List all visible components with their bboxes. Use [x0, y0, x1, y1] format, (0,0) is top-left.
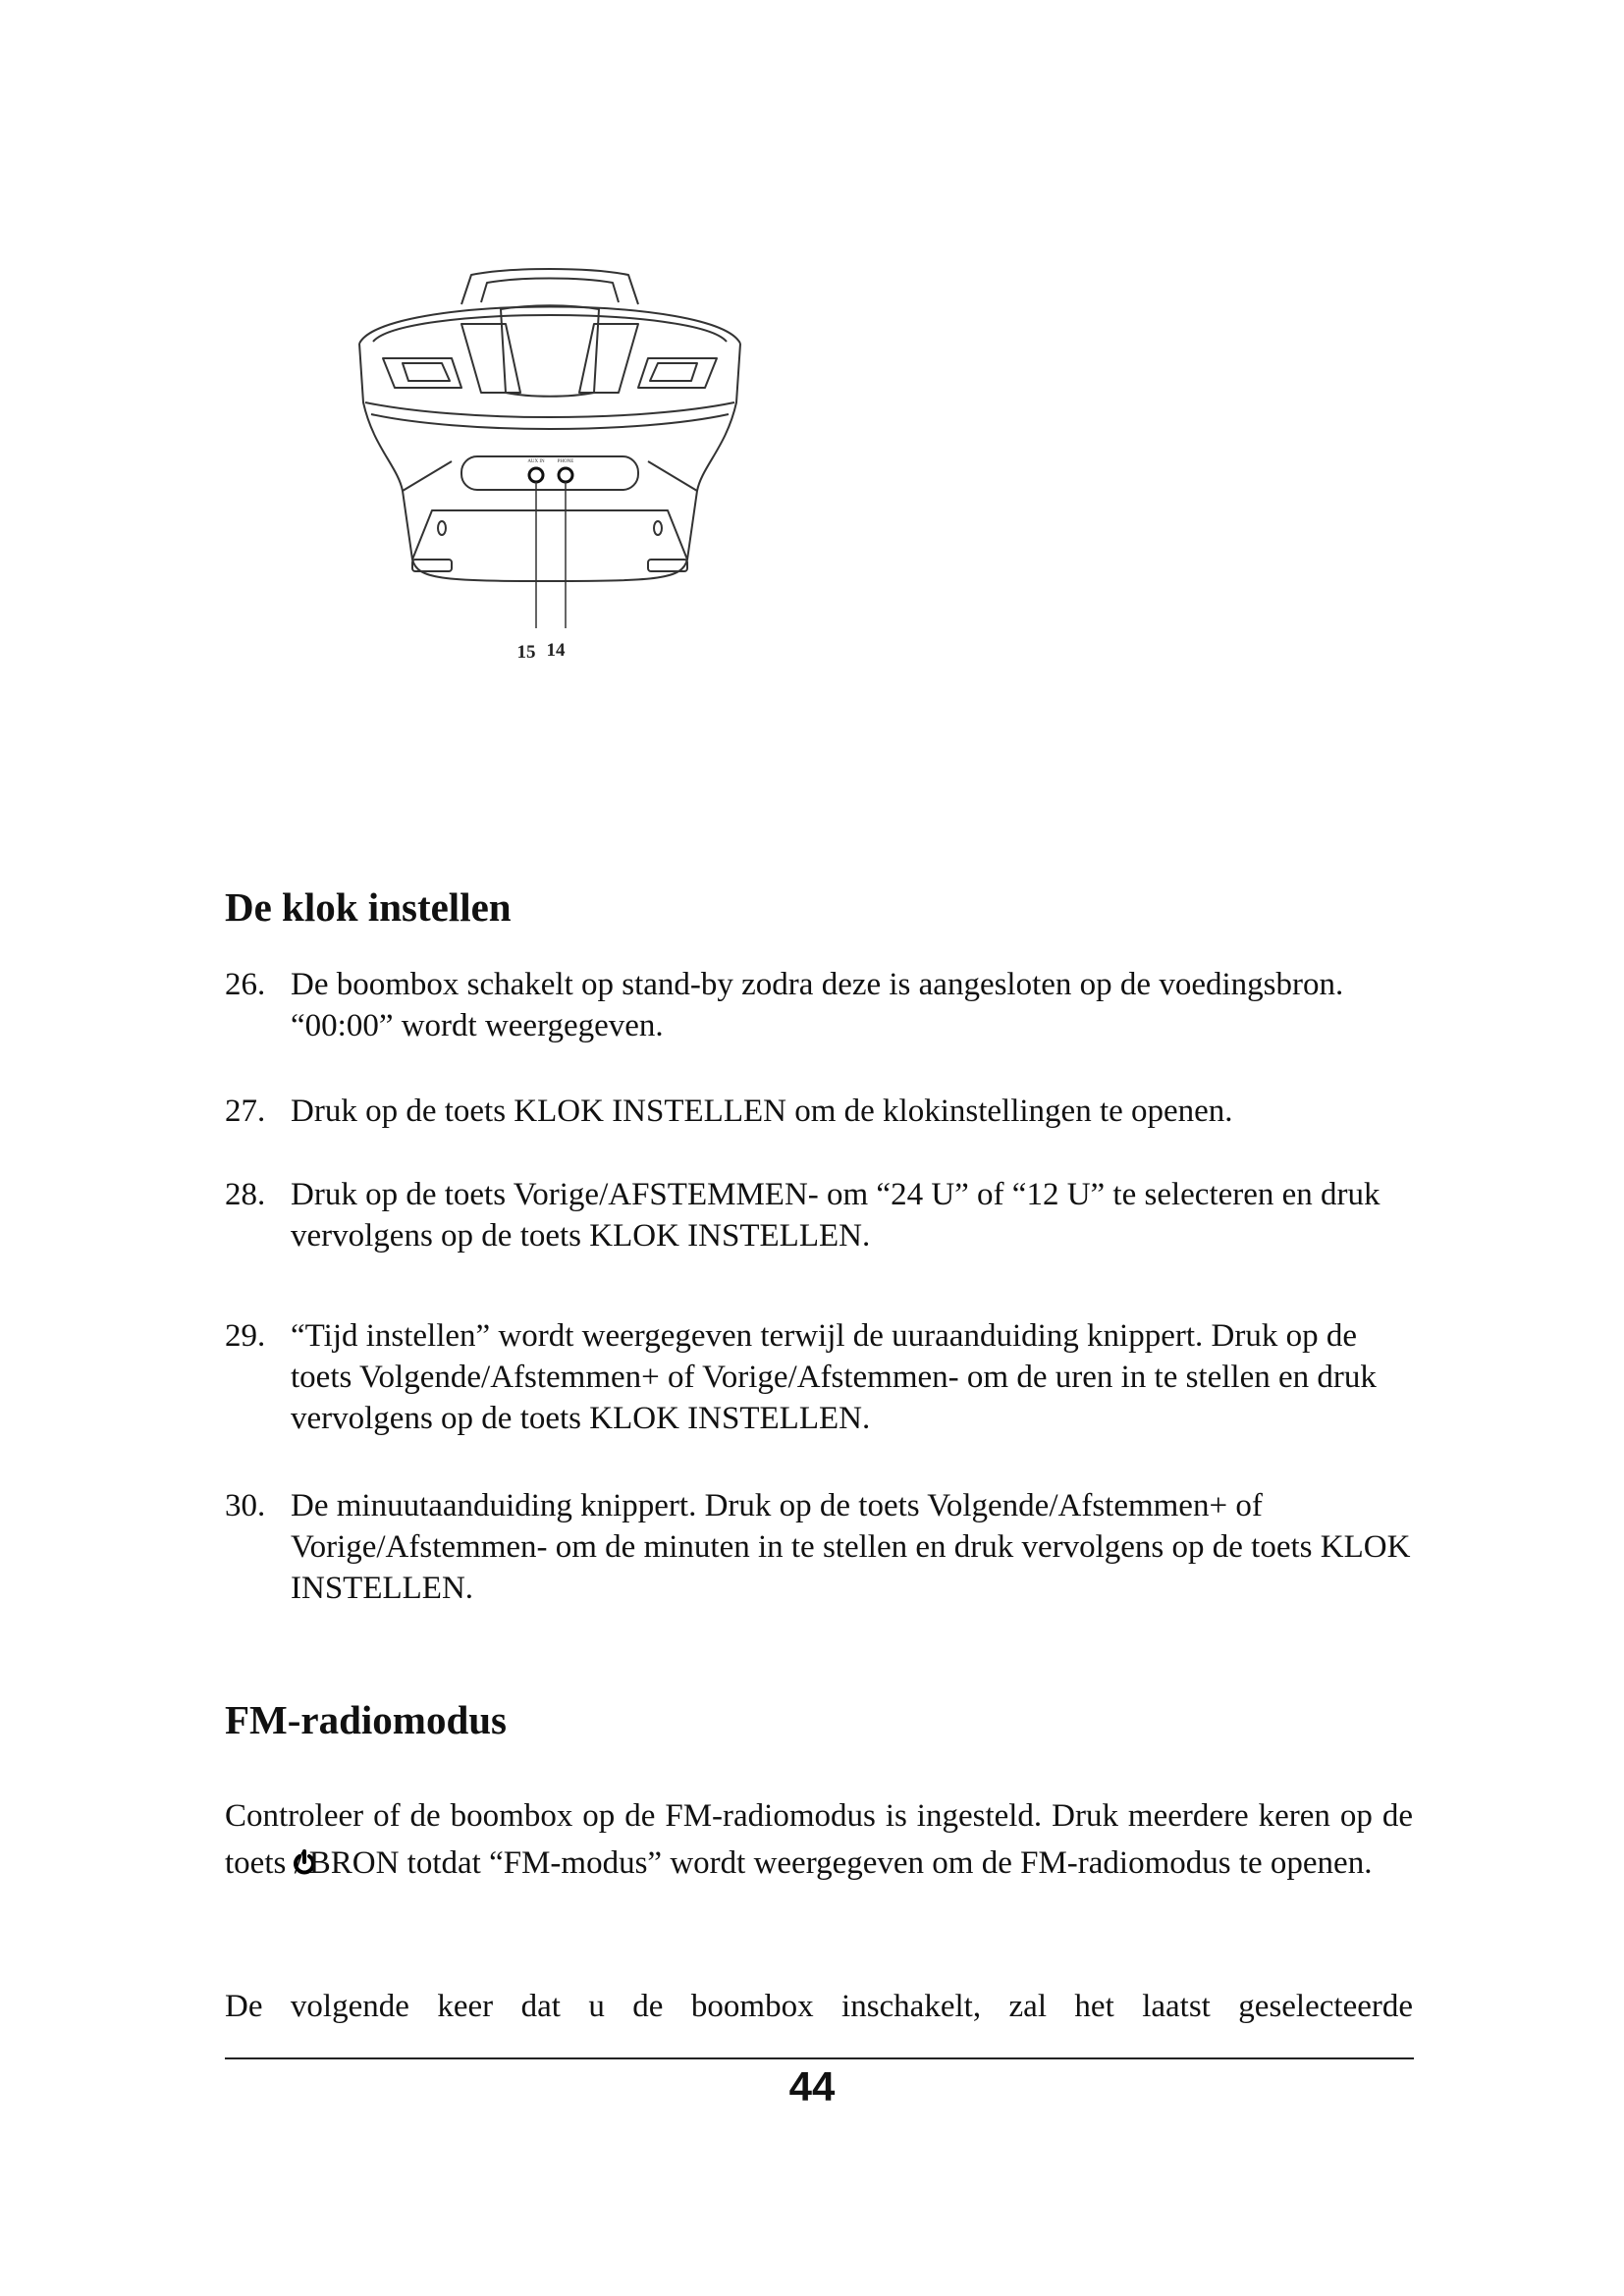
fm-section-title: FM-radiomodus — [225, 1697, 507, 1742]
clock-section-title: De klok instellen — [225, 884, 512, 930]
callout-15: 15 — [516, 642, 536, 663]
aux-in-label: AUX IN — [527, 459, 545, 464]
boombox-illustration — [344, 265, 756, 687]
step-text: De minuutaanduiding knippert. Druk op de toets Volgende/Afstemmen+ of Vorige/Afstemmen- om de minuten in te stellen en druk vervolgens op de toets KLOK INSTELLEN. — [291, 1488, 1411, 1606]
step-text: “Tijd instellen” wordt weergegeven terwijl de uuraanduiding knippert. Druk op de toets Volgende/Afstemmen+ of Vorige/Afstemmen- om de uren in te stellen en druk vervolgens op de toets KLOK INSTELLEN. — [291, 1318, 1377, 1436]
fm-paragraph-2: De volgende keer dat u de boombox inschakelt, zal het laatst geselecteerde — [225, 1989, 1413, 2024]
step-text: Druk op de toets KLOK INSTELLEN om de klokinstellingen te openen. — [291, 1094, 1233, 1129]
step-text: De boombox schakelt op stand-by zodra deze is aangesloten op de voedingsbron. “00:00” wordt weergegeven. — [291, 967, 1344, 1043]
footer-rule — [225, 2057, 1414, 2059]
fm-paragraph-1-start: Controleer of de boombox op de FM-radiomodus is ingesteld. Druk meerdere keren op de toets / — [225, 1798, 1413, 1881]
fm-paragraph-1-end: BRON totdat “FM-modus” wordt weergegeven om de FM-radiomodus te openen. — [308, 1845, 1373, 1881]
step-number: 30. — [225, 1488, 266, 1523]
step-number: 26. — [225, 967, 266, 1002]
step-number: 28. — [225, 1177, 266, 1212]
step-text: Druk op de toets Vorige/AFSTEMMEN- om “24 U” of “12 U” te selecteren en druk vervolgens op de toets KLOK INSTELLEN. — [291, 1177, 1380, 1254]
phone-label: PHONE — [557, 459, 574, 464]
step-number: 27. — [225, 1094, 266, 1129]
fm-paragraph-1 — [225, 1792, 1413, 1887]
aux-in-jack — [529, 468, 543, 482]
step-number: 29. — [225, 1318, 266, 1354]
page-number: 44 — [788, 2063, 836, 2109]
callout-14: 14 — [546, 640, 566, 661]
phone-jack — [559, 468, 572, 482]
boombox-rear-figure — [344, 265, 756, 687]
